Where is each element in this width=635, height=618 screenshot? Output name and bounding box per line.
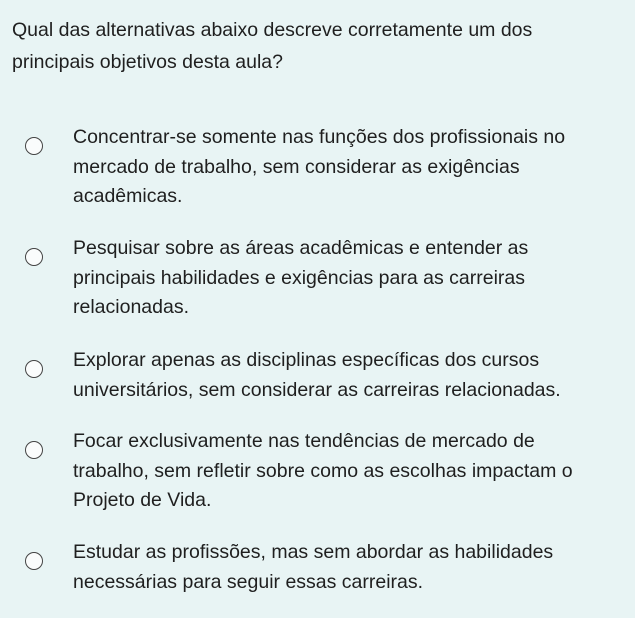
answer-option-3-text: Explorar apenas as disciplinas específicas dos cursos universitários, sem considerar as carreiras relacionadas.: [73, 349, 561, 401]
radio-button-4[interactable]: [25, 441, 43, 459]
radio-button-3[interactable]: [25, 360, 43, 378]
question-text: Qual das alternativas abaixo descreve corretamente um dos principais objetivos desta aula?: [12, 19, 533, 73]
radio-button-1[interactable]: [25, 137, 43, 155]
radio-button-2[interactable]: [25, 248, 43, 266]
answer-option-2-text: Pesquisar sobre as áreas acadêmicas e entender as principais habilidades e exigências para as carreiras relacionadas.: [73, 237, 529, 318]
answer-option-1-text: Concentrar-se somente nas funções dos profissionais no mercado de trabalho, sem considerar as exigências acadêmicas.: [73, 126, 566, 207]
radio-button-5[interactable]: [25, 552, 43, 570]
answer-option-4-text: Focar exclusivamente nas tendências de mercado de trabalho, sem refletir sobre como as escolhas impactam o Projeto de Vida.: [73, 430, 573, 511]
answer-option-5-text: Estudar as profissões, mas sem abordar as habilidades necessárias para seguir essas carreiras.: [73, 541, 554, 593]
